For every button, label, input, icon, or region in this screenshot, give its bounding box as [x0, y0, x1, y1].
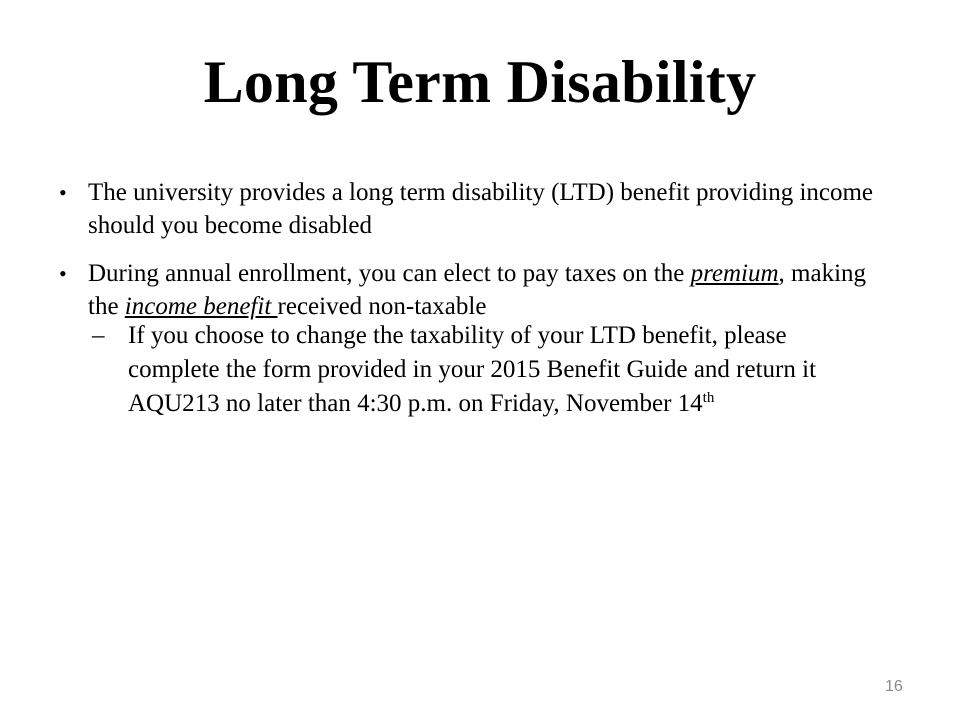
sub-bullet-dash-icon: –: [92, 322, 105, 349]
ordinal-superscript: th: [702, 390, 715, 406]
page-number: 16: [885, 678, 903, 695]
bullet-dot-icon: •: [59, 180, 67, 205]
bullet-text-part: , making the: [88, 260, 867, 320]
emphasized-term-income-benefit: income benefit: [124, 293, 278, 320]
sub-bullet-text: If you choose to change the taxability of your LTD benefit, please complete the form provided in your 2015 Benefit Guide and return it AQU213 no later than 4:30 p.m. on Friday, November 14: [128, 322, 817, 417]
slide-title: Long Term Disability: [203, 49, 757, 115]
bullet-item-ltd-benefit: [59, 176, 878, 242]
bullet-text-part: During annual enrollment, you can elect to pay taxes on the: [88, 260, 691, 287]
bullet-text: The university provides a long term disability (LTD) benefit providing income should you become disabled: [88, 179, 874, 239]
emphasized-term-premium: premium: [690, 260, 779, 287]
bullet-item-annual-enrollment: [59, 257, 878, 421]
bullet-dot-icon: •: [59, 261, 67, 286]
sub-bullet-item-taxability: [92, 319, 878, 421]
bullet-text-part: received non-taxable: [277, 293, 487, 320]
bullet-list: [59, 176, 878, 436]
